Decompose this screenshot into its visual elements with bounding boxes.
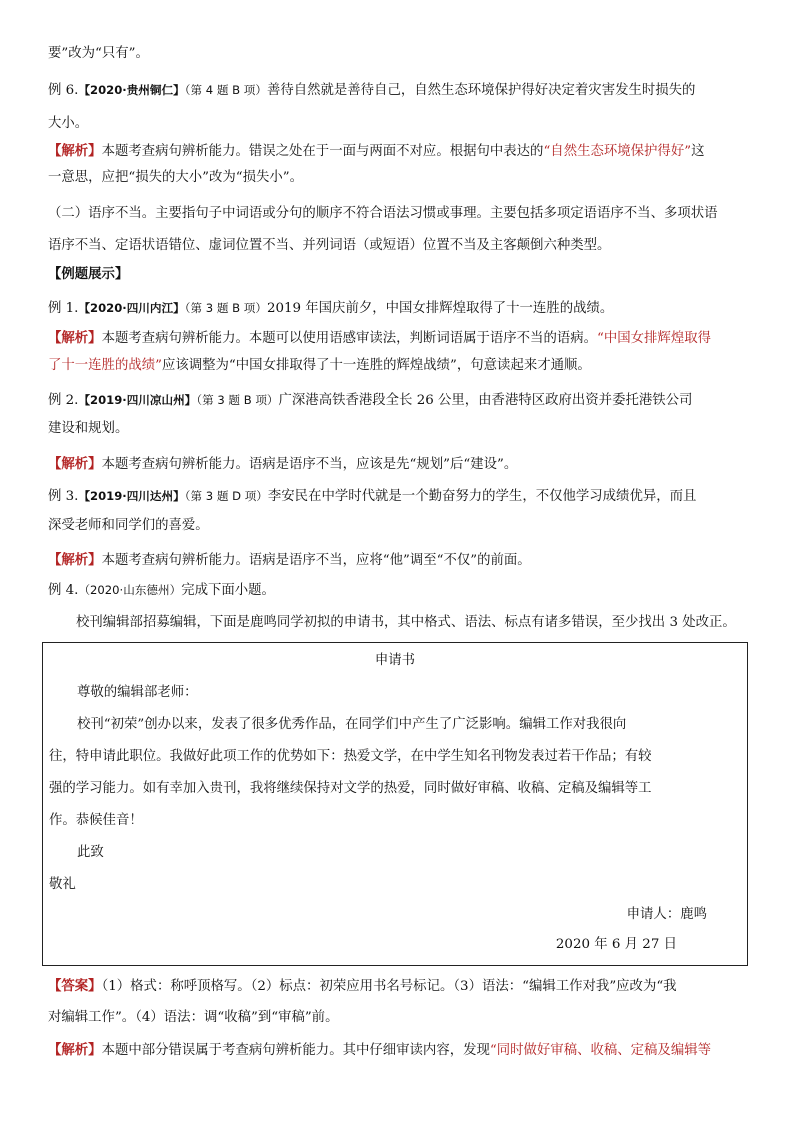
letter-signature: 申请人：鹿鸣: [626, 907, 707, 922]
ex6-line1: 例 6.【2020·贵州铜仁】（第 4 题 B 项）善待自然就是善待自己，自然生态环境保护得好决定着灾害发生时损失的: [48, 83, 696, 98]
letter-body-line1: 校刊“初荣”创办以来，发表了很多优秀作品，在同学们中产生了广泛影响。编辑工作对我很向: [77, 717, 627, 732]
ex6-source-tag: 【2020·贵州铜仁】: [78, 83, 185, 97]
section2-line2: 语序不当、定语状语错位、虚词位置不当、并列词语（或短语）位置不当及主客颠倒六种类型。: [48, 238, 611, 253]
letter-body-line3: 强的学习能力。如有幸加入贵刊，我将继续保持对文学的热爱，同时做好审稿、收稿、定稿及编辑等工: [49, 781, 652, 796]
ex2-line1: 例 2.【2019·四川凉山州】（第 3 题 B 项）广深港高铁香港段全长 26 公里，由香港特区政府出资并委托港铁公司: [48, 393, 693, 408]
ex1-line1: 例 1.【2020·四川内江】（第 3 题 B 项）2019 年国庆前夕，中国女排辉煌取得了十一连胜的战绩。: [48, 301, 614, 316]
letter-salutation: 尊敬的编辑部老师：: [77, 685, 198, 700]
letter-closing-2: 敬礼: [49, 877, 76, 892]
letter-date: 2020 年 6 月 27 日: [555, 937, 677, 952]
ex1-analysis-line2: 了十一连胜的战绩”应该调整为“中国女排取得了十一连胜的辉煌战绩”，句意读起来才通顺。: [48, 358, 591, 373]
ex3-line1: 例 3.【2019·四川达州】（第 3 题 D 项）李安民在中学时代就是一个勤奋努力的学生，不仅他学习成绩优异，而且: [48, 489, 697, 504]
section2-line1: （二）语序不当。主要指句子中词语或分句的顺序不符合语法习惯或事理。主要包括多项定语语序不当、多项状语: [48, 206, 718, 221]
analysis-label: 【解析】: [48, 143, 102, 159]
answer-label: 【答案】: [48, 978, 102, 994]
ex3-analysis: 【解析】本题考查病句辨析能力。语病是语序不当，应将“他”调至“不仅”的前面。: [48, 552, 531, 568]
letter-closing-1: 此致: [77, 845, 104, 860]
letter-body-line2: 往，特申请此职位。我做好此项工作的优势如下：热爱文学，在中学生知名刊物发表过若干作品；有较: [49, 749, 652, 764]
analysis-label: 【解析】: [48, 552, 102, 568]
ex3-line2: 深受老师和同学们的喜爱。: [48, 518, 209, 533]
application-letter-box: [42, 642, 748, 966]
letter-body-line4: 作。恭候佳音！: [49, 813, 143, 828]
ex2-source-tag: 【2019·四川凉山州】: [78, 393, 197, 407]
answer-line1: 【答案】（1）格式：称呼顶格写。（2）标点：初荣应用书名号标记。（3）语法：“编辑工作对我”应改为“我: [48, 978, 677, 994]
ex3-source-tag: 【2019·四川达州】: [78, 489, 185, 503]
examples-heading: 【例题展示】: [48, 266, 129, 282]
ex1-source-tag: 【2020·四川内江】: [78, 301, 185, 315]
ex4-line1: 例 4.（2020·山东德州）完成下面小题。: [48, 583, 275, 598]
ex6-analysis-line1: 【解析】本题考查病句辨析能力。错误之处在于一面与两面不对应。根据句中表达的“自然生态环境保护得好”这: [48, 143, 705, 159]
ex6-line2: 大小。: [48, 116, 89, 131]
ex2-analysis: 【解析】本题考查病句辨析能力。语病是语序不当，应该是先“规划”后“建设”。: [48, 456, 518, 472]
analysis-label: 【解析】: [48, 330, 102, 346]
ex2-line2: 建设和规划。: [48, 421, 129, 436]
analysis-label: 【解析】: [48, 1042, 102, 1058]
prev-tail: 要”改为“只有”。: [48, 46, 149, 61]
ex4-intro: 校刊编辑部招募编辑，下面是鹿鸣同学初拟的申请书，其中格式、语法、标点有诸多错误，至少找出 3 处改正。: [76, 615, 736, 630]
final-analysis-line: 【解析】本题中部分错误属于考查病句辨析能力。其中仔细审读内容，发现“同时做好审稿、收稿、定稿及编辑等: [48, 1042, 711, 1058]
answer-line2: 对编辑工作”。（4）语法：调“收稿”到“审稿”前。: [48, 1010, 339, 1025]
analysis-label: 【解析】: [48, 456, 102, 472]
ex1-analysis-line1: 【解析】本题考查病句辨析能力。本题可以使用语感审读法，判断词语属于语序不当的语病。“中国女排辉煌取得: [48, 330, 711, 346]
ex4-source-tag: （2020·山东德州）: [78, 583, 182, 597]
letter-title: 申请书: [374, 653, 416, 668]
ex6-analysis-line2: 一意思，应把“损失的大小”改为“损失小”。: [48, 170, 304, 185]
